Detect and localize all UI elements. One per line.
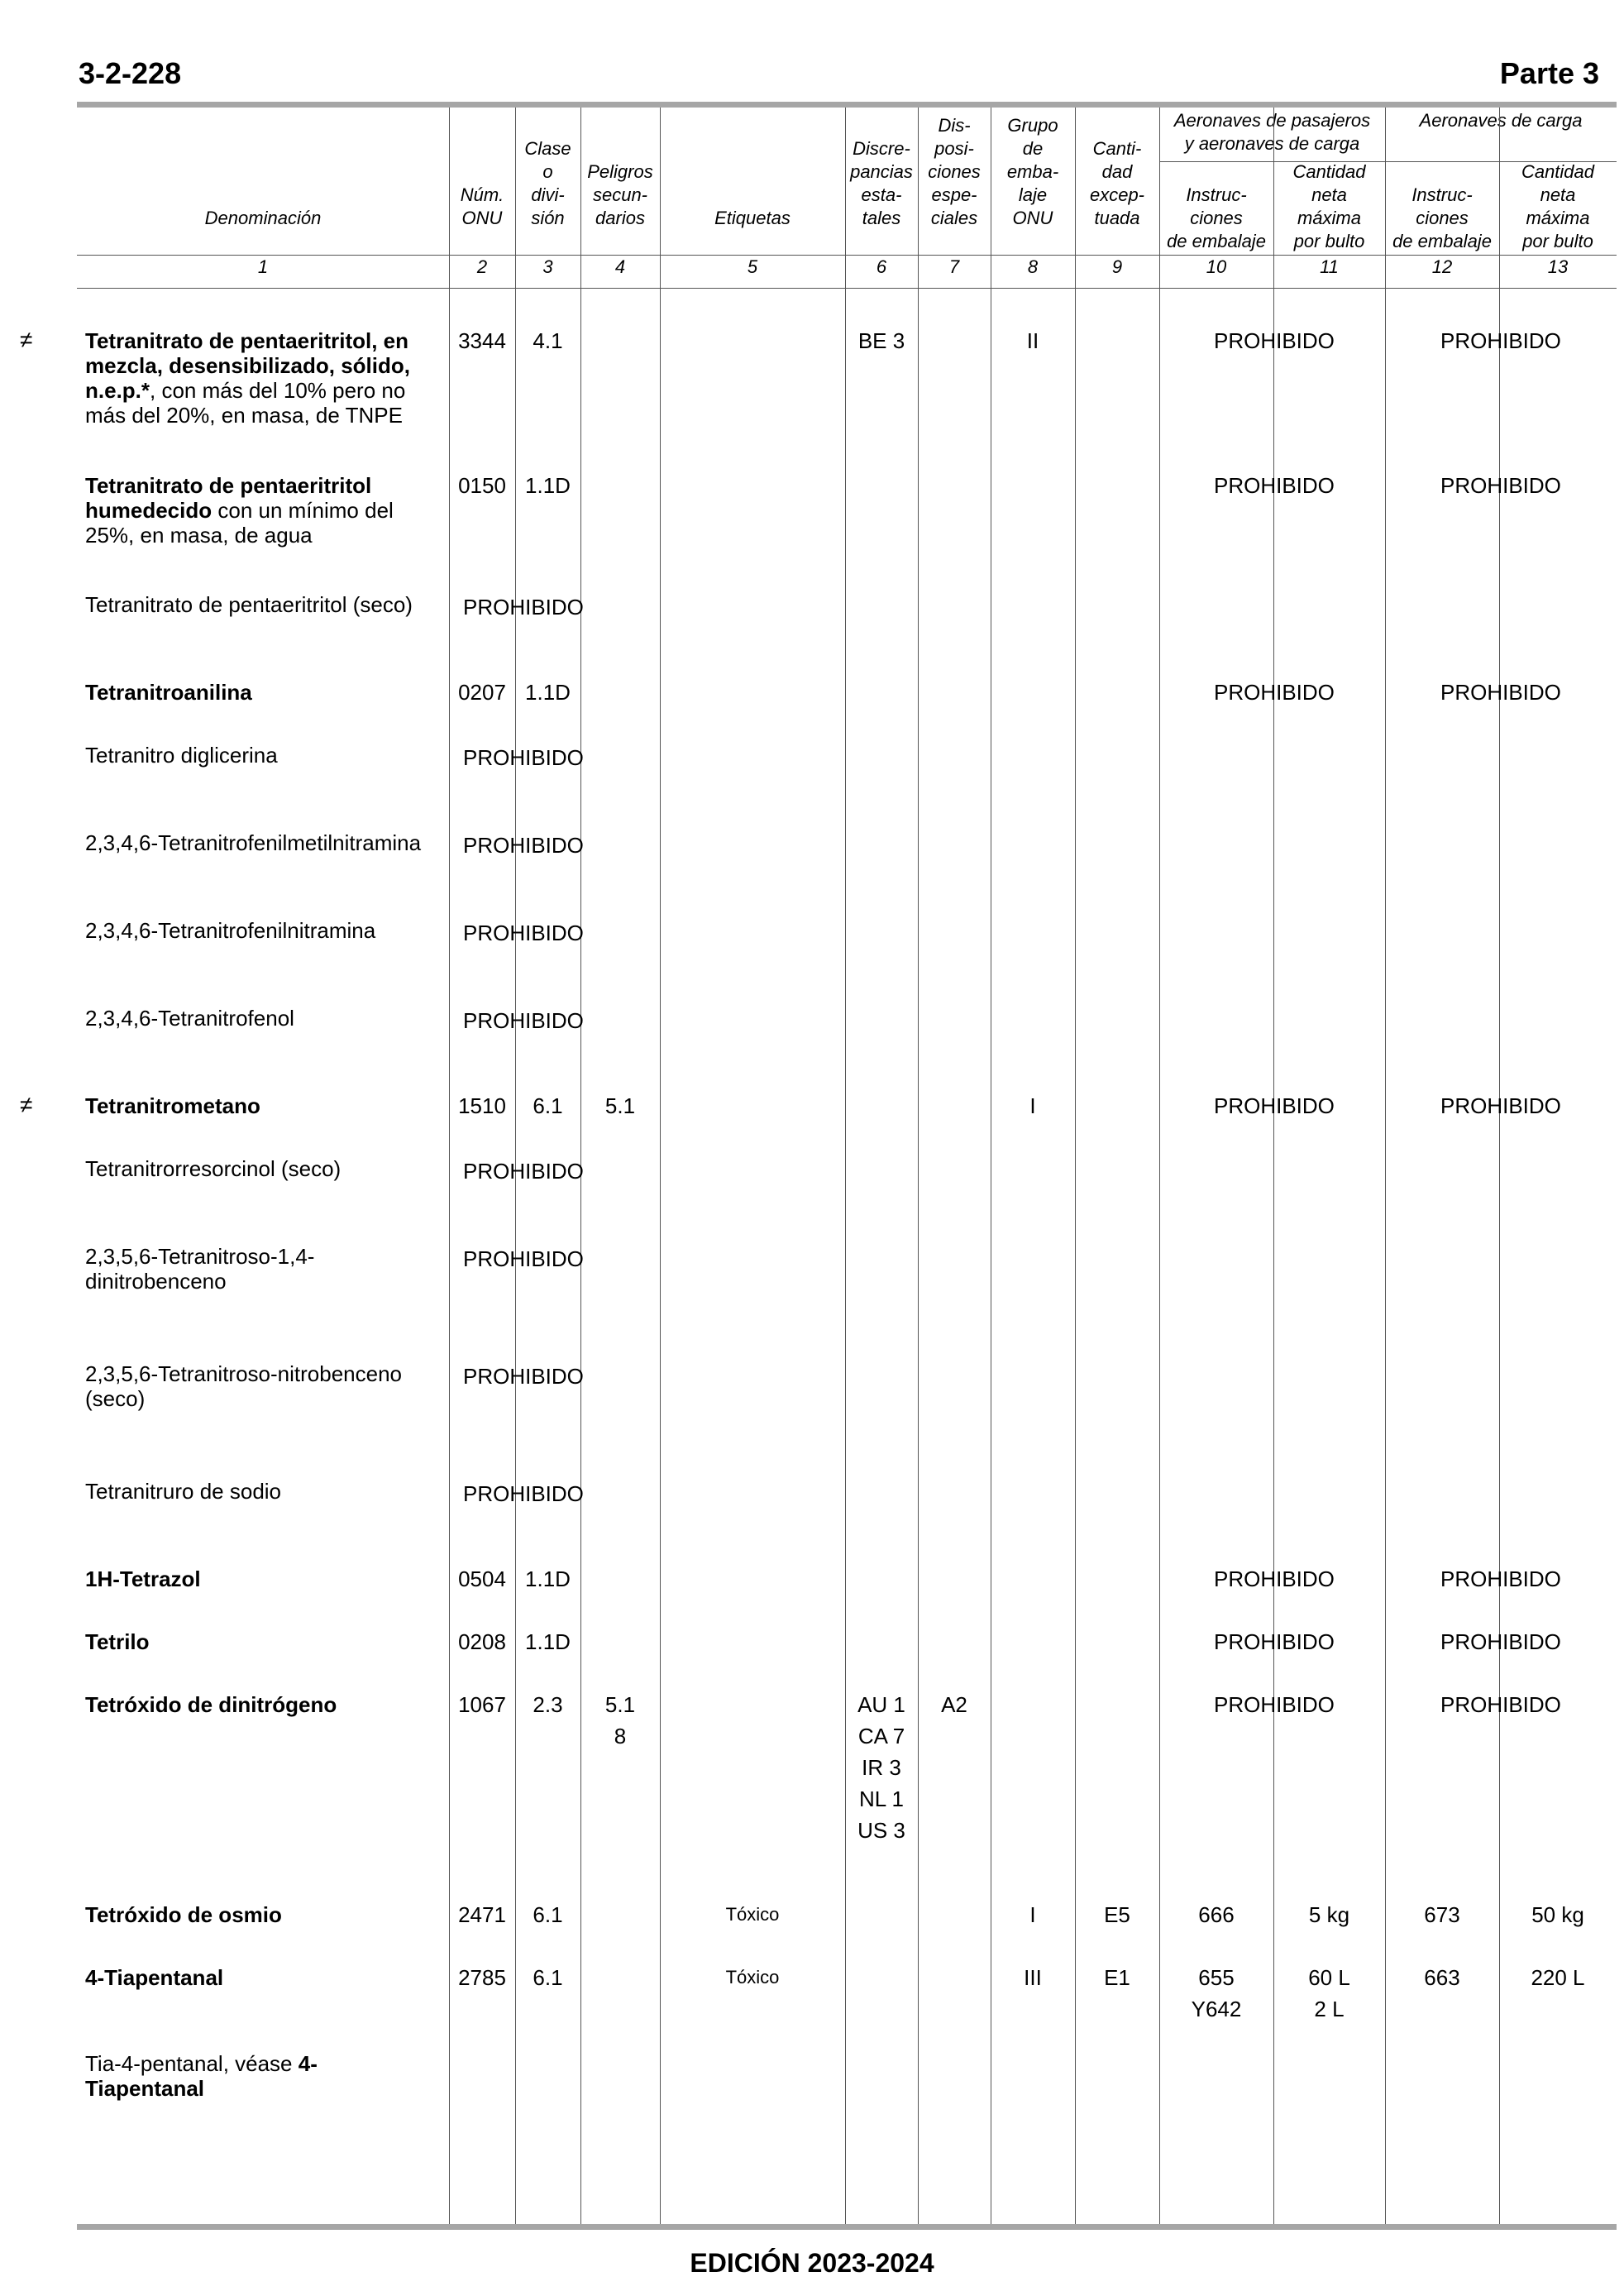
substance-name: Tetranitruro de sodio: [85, 1479, 282, 1504]
header-instrucciones-carga: Instruc- ciones de embalaje: [1392, 184, 1492, 251]
cargo-max-net-quantity: 220 L: [1531, 1965, 1585, 1990]
column-number: 11: [1320, 256, 1339, 277]
header-cantidad-neta-carga: Cantidad neta máxima por bulto: [1521, 161, 1595, 251]
un-number: 0207: [458, 680, 506, 705]
substance-name: 1H-Tetrazol: [85, 1567, 201, 1591]
secondary-hazards: 5.1 8: [604, 1692, 636, 1748]
header-discrepancias: Discre- pancias esta- tales: [850, 138, 913, 228]
column-number: 5: [747, 256, 758, 277]
passenger-max-net-quantity: 60 L 2 L: [1308, 1965, 1350, 2021]
cargo-packing-instruction: 673: [1424, 1902, 1460, 1927]
cargo-forbidden-label: PROHIBIDO: [1440, 1093, 1561, 1118]
substance-name: Tetranitroanilina: [85, 680, 252, 705]
passenger-packing-instruction: 655 Y642: [1191, 1965, 1242, 2021]
un-number: 1067: [458, 1692, 506, 1717]
substance-name: Tia-4-pentanal, véase 4-Tiapentanal: [85, 2051, 318, 2101]
header-aeronaves-carga: Aeronaves de carga: [1419, 110, 1583, 131]
substance-name: Tetranitrorresorcinol (seco): [85, 1156, 342, 1181]
excepted-quantity: E1: [1104, 1965, 1130, 1990]
class-division: 1.1D: [525, 473, 571, 498]
forbidden-label: PROHIBIDO: [463, 1481, 584, 1506]
passenger-forbidden-label: PROHIBIDO: [1214, 1629, 1335, 1654]
substance-name: Tetranitrato de pentaeritritol, en mezcla, desensibilizado, sólido, n.e.p.*, con más del 10% pero no más del 20%, en masa, de TNPE: [85, 328, 410, 428]
header-instrucciones-pasajeros: Instruc- ciones de embalaje: [1167, 184, 1266, 251]
passenger-forbidden-label: PROHIBIDO: [1214, 473, 1335, 498]
header-etiquetas: Etiquetas: [714, 208, 791, 228]
state-variations: BE 3: [857, 328, 905, 353]
header-grupo: Grupo de emba- laje ONU: [1006, 115, 1059, 228]
page-number: 3-2-228: [79, 56, 182, 90]
substance-name: Tetranitrato de pentaeritritol humedecido con un mínimo del 25%, en masa, de agua: [85, 473, 394, 548]
forbidden-label: PROHIBIDO: [463, 1008, 584, 1033]
change-mark: ≠: [20, 327, 33, 352]
substance-name: Tetranitro diglicerina: [85, 743, 278, 768]
column-number: 13: [1547, 256, 1569, 277]
substance-name: Tetranitrometano: [85, 1093, 260, 1118]
column-number: 10: [1206, 256, 1227, 277]
forbidden-label: PROHIBIDO: [463, 1246, 584, 1271]
class-division: 2.3: [533, 1692, 563, 1717]
cargo-forbidden-label: PROHIBIDO: [1440, 328, 1561, 353]
column-divider: [845, 108, 846, 2224]
substance-name: 2,3,4,6-Tetranitrofenilnitramina: [85, 918, 376, 943]
forbidden-label: PROHIBIDO: [463, 1159, 584, 1184]
edition-footer: EDICIÓN 2023-2024: [690, 2248, 934, 2278]
header-denominacion: Denominación: [204, 208, 322, 228]
header-clase: Clase o divi- sión: [524, 138, 571, 228]
forbidden-label: PROHIBIDO: [463, 921, 584, 945]
class-division: 6.1: [533, 1902, 563, 1927]
un-number: 0504: [458, 1567, 506, 1591]
cargo-packing-instruction: 663: [1424, 1965, 1460, 1990]
passenger-packing-instruction: 666: [1198, 1902, 1235, 1927]
packing-group: I: [1029, 1093, 1036, 1118]
column-divider: [918, 108, 919, 2224]
column-number: 6: [876, 256, 887, 277]
header-cantidad-neta-pasajeros: Cantidad neta máxima por bulto: [1292, 161, 1366, 251]
column-number: 1: [257, 256, 269, 277]
cargo-forbidden-label: PROHIBIDO: [1440, 1567, 1561, 1591]
class-division: 1.1D: [525, 680, 571, 705]
hazard-label: Tóxico: [725, 1904, 780, 1925]
packing-group: I: [1029, 1902, 1036, 1927]
passenger-max-net-quantity: 5 kg: [1308, 1902, 1350, 1927]
packing-group: II: [1026, 328, 1039, 353]
un-number: 1510: [458, 1093, 506, 1118]
forbidden-label: PROHIBIDO: [463, 1364, 584, 1389]
column-number: 2: [476, 256, 488, 277]
un-number: 3344: [458, 328, 506, 353]
header-aeronaves-pasajeros: Aeronaves de pasajeros y aeronaves de carga: [1173, 110, 1371, 154]
substance-name: Tetróxido de dinitrógeno: [85, 1692, 337, 1717]
cargo-forbidden-label: PROHIBIDO: [1440, 1692, 1561, 1717]
state-variations: AU 1 CA 7 IR 3 NL 1 US 3: [857, 1692, 905, 1843]
substance-name: Tetrilo: [85, 1629, 150, 1654]
un-number: 2471: [458, 1902, 506, 1927]
class-division: 1.1D: [525, 1567, 571, 1591]
header-divider: [77, 255, 1617, 256]
passenger-forbidden-label: PROHIBIDO: [1214, 328, 1335, 353]
header-num-onu: Núm. ONU: [460, 184, 504, 228]
class-division: 4.1: [533, 328, 563, 353]
passenger-forbidden-label: PROHIBIDO: [1214, 1093, 1335, 1118]
substance-name: Tetranitrato de pentaeritritol (seco): [85, 592, 413, 617]
forbidden-label: PROHIBIDO: [463, 595, 584, 619]
un-number: 2785: [458, 1965, 506, 1990]
cargo-forbidden-label: PROHIBIDO: [1440, 680, 1561, 705]
passenger-forbidden-label: PROHIBIDO: [1214, 1692, 1335, 1717]
cargo-forbidden-label: PROHIBIDO: [1440, 1629, 1561, 1654]
column-number-divider: [77, 288, 1617, 289]
packing-group: III: [1024, 1965, 1042, 1990]
cargo-forbidden-label: PROHIBIDO: [1440, 473, 1561, 498]
substance-name: 2,3,4,6-Tetranitrofenilmetilnitramina: [85, 830, 422, 855]
column-number: 12: [1431, 256, 1453, 277]
passenger-forbidden-label: PROHIBIDO: [1214, 680, 1335, 705]
substance-name: 2,3,5,6-Tetranitroso-1,4-dinitrobenceno: [85, 1244, 315, 1294]
passenger-forbidden-label: PROHIBIDO: [1214, 1567, 1335, 1591]
cargo-max-net-quantity: 50 kg: [1531, 1902, 1584, 1927]
substance-name: 2,3,5,6-Tetranitroso-nitrobenceno (seco): [85, 1361, 403, 1411]
class-division: 6.1: [533, 1965, 563, 1990]
substance-name: 4-Tiapentanal: [85, 1965, 224, 1990]
secondary-hazards: 5.1: [604, 1093, 636, 1118]
column-number: 4: [614, 256, 626, 277]
hazard-label: Tóxico: [725, 1967, 780, 1987]
header-peligros: Peligros secun- darios: [587, 161, 653, 228]
bottom-rule: [77, 2224, 1617, 2230]
column-number: 7: [948, 256, 960, 277]
special-provisions: A2: [941, 1692, 967, 1717]
forbidden-label: PROHIBIDO: [463, 745, 584, 770]
header-cantidad-exceptuada: Canti- dad excep- tuada: [1089, 138, 1145, 228]
change-mark: ≠: [20, 1092, 33, 1117]
class-division: 1.1D: [525, 1629, 571, 1654]
class-division: 6.1: [533, 1093, 563, 1118]
un-number: 0208: [458, 1629, 506, 1654]
header-disposiciones: Dis- posi- ciones espe- ciales: [928, 115, 981, 228]
excepted-quantity: E5: [1104, 1902, 1130, 1927]
forbidden-label: PROHIBIDO: [463, 833, 584, 858]
un-number: 0150: [458, 473, 506, 498]
part-label: Parte 3: [1499, 56, 1599, 90]
substance-name: Tetróxido de osmio: [85, 1902, 282, 1927]
top-rule: [77, 102, 1617, 108]
column-number: 9: [1111, 256, 1123, 277]
column-number: 3: [542, 256, 553, 277]
substance-name: 2,3,4,6-Tetranitrofenol: [85, 1006, 294, 1031]
aircraft-group-divider: [1159, 161, 1617, 162]
column-number: 8: [1027, 256, 1039, 277]
